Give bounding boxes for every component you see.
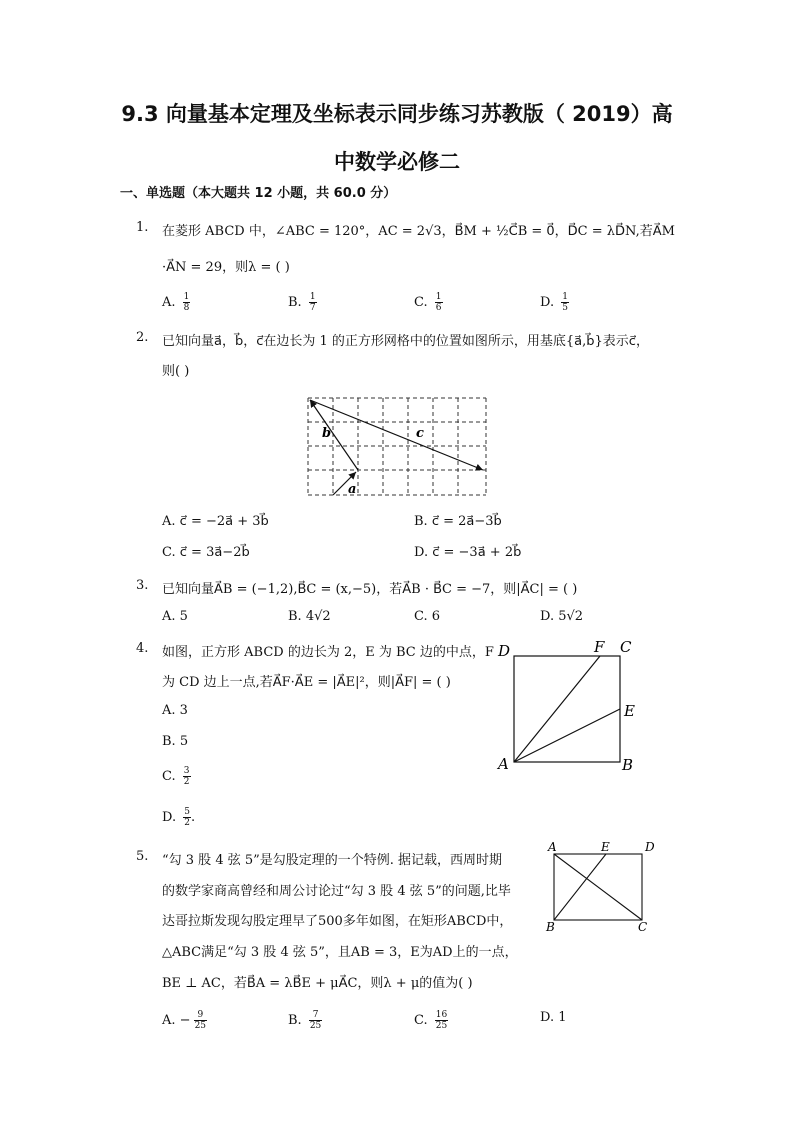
label-f: F bbox=[594, 638, 605, 656]
option-a: A. 3 bbox=[162, 703, 188, 718]
question-text-line: ·A⃗N = 29，则λ = ( ) bbox=[162, 260, 290, 275]
question-number: 3. bbox=[136, 578, 149, 593]
option-b: B. 4√2 bbox=[288, 609, 331, 624]
label-d: D bbox=[645, 840, 655, 854]
label-d: D bbox=[498, 642, 511, 660]
fraction: $\frac{3}{2}$ bbox=[183, 766, 190, 787]
option-d: D. 1 bbox=[540, 1010, 567, 1025]
question-text-line: 为 CD 边上一点,若A⃗F·A⃗E = |A⃗E|²，则|A⃗F| = ( ) bbox=[162, 675, 451, 690]
option-d: D. $\frac{1}{5}$ bbox=[540, 292, 568, 313]
option-b: B. c⃗ = 2a⃗−3b⃗ bbox=[414, 514, 502, 529]
fraction: $\frac{7}{25}$ bbox=[309, 1010, 322, 1031]
label-c: C bbox=[638, 920, 648, 934]
question-text-line: “勾 3 股 4 弦 5”是勾股定理的一个特例. 据记载，西周时期 bbox=[162, 853, 503, 868]
label-e: E bbox=[601, 840, 610, 854]
question-text-line: 已知向量a⃗，b⃗，c⃗在边长为 1 的正方形网格中的位置如图所示，用基底{a⃗,b⃗}表示c⃗， bbox=[162, 334, 649, 349]
option-d: D. $\frac{5}{2}$ . bbox=[162, 807, 196, 828]
option-d: D. 5√2 bbox=[540, 609, 584, 624]
section-heading: 一、单选题（本大题共 12 小题，共 60.0 分） bbox=[120, 186, 397, 201]
vector-grid-figure bbox=[300, 392, 492, 502]
vector-c bbox=[310, 400, 483, 470]
fraction: $\frac{1}{8}$ bbox=[183, 292, 190, 313]
label-a: A bbox=[498, 755, 509, 773]
fraction: $\frac{16}{25}$ bbox=[435, 1010, 448, 1031]
option-a: A. $\frac{1}{8}$ bbox=[162, 292, 190, 313]
rectangle-figure bbox=[542, 838, 662, 934]
option-d: D. c⃗ = −3a⃗ + 2b⃗ bbox=[414, 545, 522, 560]
option-c: C. $\frac{16}{25}$ bbox=[414, 1010, 448, 1031]
option-b: B. 5 bbox=[162, 734, 189, 749]
question-text-line: 在菱形 ABCD 中，∠ABC = 120°，AC = 2√3，B⃗M + ½C⃗B = 0⃗，D⃗C = λD⃗N,若A⃗M bbox=[162, 224, 675, 239]
option-a: A. − $\frac{9}{25}$ bbox=[162, 1010, 207, 1031]
question-text-line: △ABC满足“勾 3 股 4 弦 5”，且AB = 3，E为AD上的一点， bbox=[162, 945, 518, 960]
fraction: $\frac{5}{2}$ bbox=[184, 807, 190, 828]
option-b: B. $\frac{7}{25}$ bbox=[288, 1010, 322, 1031]
option-c: C. c⃗ = 3a⃗−2b⃗ bbox=[162, 545, 250, 560]
label-c: C bbox=[620, 638, 632, 656]
label-b: B bbox=[546, 920, 555, 934]
question-text-line: 已知向量A⃗B = (−1,2),B⃗C = (x,−5)，若A⃗B · B⃗C = −7，则|A⃗C| = ( ) bbox=[162, 582, 578, 597]
label-a: A bbox=[548, 840, 557, 854]
question-number: 5. bbox=[136, 849, 149, 864]
question-number: 2. bbox=[136, 330, 149, 345]
question-text-line: 达哥拉斯发现勾股定理早了500多年如图，在矩形ABCD中， bbox=[162, 914, 513, 929]
segment-af bbox=[514, 656, 600, 762]
option-a: A. c⃗ = −2a⃗ + 3b⃗ bbox=[162, 514, 269, 529]
label-b: b bbox=[322, 426, 332, 441]
question-text-line: 如图，正方形 ABCD 的边长为 2，E 为 BC 边的中点，F bbox=[162, 645, 494, 660]
vector-b bbox=[310, 400, 358, 470]
grid-lines bbox=[308, 398, 486, 495]
option-a: A. 5 bbox=[162, 609, 188, 624]
square-figure bbox=[494, 636, 644, 776]
fraction: $\frac{1}{6}$ bbox=[435, 292, 442, 313]
question-text-line: 则( ) bbox=[162, 364, 190, 379]
fraction: $\frac{1}{7}$ bbox=[309, 292, 316, 313]
segment-ae bbox=[514, 709, 620, 762]
label-b: B bbox=[622, 756, 634, 774]
question-number: 4. bbox=[136, 641, 149, 656]
option-c: C. $\frac{3}{2}$ bbox=[162, 766, 190, 787]
page-title-line-2: 中数学必修二 bbox=[334, 150, 460, 174]
label-e: E bbox=[624, 702, 635, 720]
page-title-line-1: 9.3 向量基本定理及坐标表示同步练习苏教版（ 2019）高 bbox=[121, 102, 673, 126]
label-c: c bbox=[416, 426, 424, 441]
question-text-line: BE ⊥ AC，若B⃗A = λB⃗E + μA⃗C，则λ + μ的值为( ) bbox=[162, 976, 473, 991]
fraction: $\frac{1}{5}$ bbox=[562, 292, 568, 313]
option-c: C. $\frac{1}{6}$ bbox=[414, 292, 442, 313]
question-number: 1. bbox=[136, 220, 149, 235]
option-c: C. 6 bbox=[414, 609, 441, 624]
fraction: $\frac{9}{25}$ bbox=[194, 1010, 207, 1031]
option-b: B. $\frac{1}{7}$ bbox=[288, 292, 316, 313]
question-text-line: 的数学家商高曾经和周公讨论过“勾 3 股 4 弦 5”的问题,比毕 bbox=[162, 884, 511, 899]
label-a: a bbox=[348, 482, 357, 497]
